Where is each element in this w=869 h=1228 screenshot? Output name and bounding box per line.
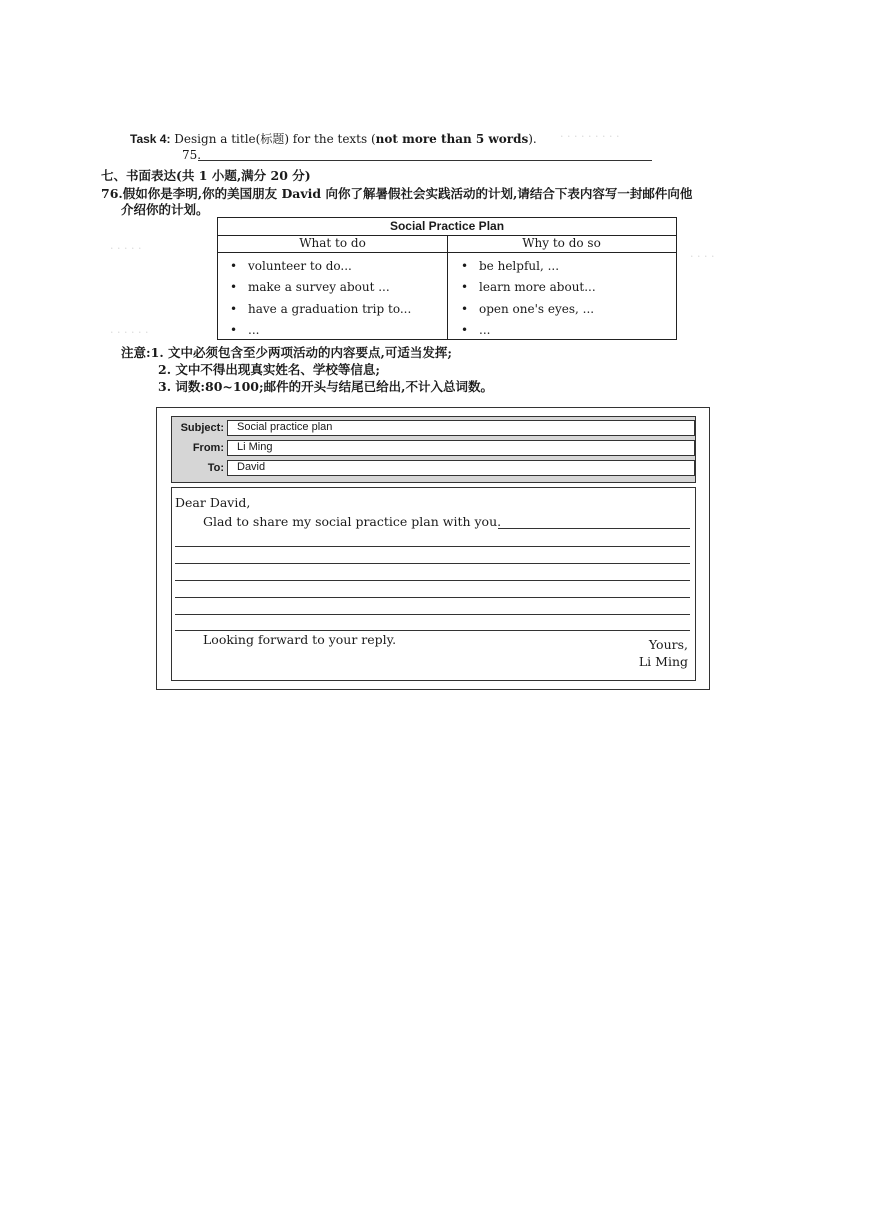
bleed-through-text: · · · · · · · · ·: [560, 130, 620, 143]
writing-line[interactable]: [175, 580, 690, 581]
plan-why-item: • open one's eyes, ...: [461, 302, 595, 316]
task4-text-end: ).: [528, 132, 537, 146]
to-field[interactable]: David: [227, 460, 695, 476]
email-opening-sentence: Glad to share my social practice plan with you.: [203, 514, 502, 529]
email-header: [171, 416, 696, 483]
task4-text: Design a title(标题) for the texts (: [174, 132, 376, 146]
email-signature: Li Ming: [638, 654, 688, 669]
bleed-through-text: · · · · · ·: [110, 326, 149, 339]
plan-why-item: • ...: [461, 323, 491, 337]
bleed-through-text: · · · ·: [690, 250, 715, 263]
plan-column-header-what: What to do: [218, 235, 448, 253]
question-76-prompt: 76.假如你是李明,你的美国朋友 David 向你了解暑假社会实践活动的计划,请结合下表内容写一封邮件向他: [101, 186, 693, 201]
section-7-title: 七、书面表达(共 1 小题,满分 20 分): [101, 168, 311, 183]
task4-instruction: [130, 130, 537, 147]
plan-column-divider: [447, 252, 448, 339]
plan-why-item: • learn more about...: [461, 280, 596, 294]
notes-prefix: 注意:: [121, 345, 151, 360]
note-item: 3. 词数:80~100;邮件的开头与结尾已给出,不计入总词数。: [158, 379, 493, 394]
plan-why-item: • be helpful, ...: [461, 259, 560, 273]
plan-what-item: • have a graduation trip to...: [230, 302, 412, 316]
bleed-through-text: · · · · ·: [110, 242, 142, 255]
email-answer-box: [156, 407, 710, 690]
writing-line[interactable]: [175, 614, 690, 615]
writing-line[interactable]: [175, 630, 690, 631]
plan-column-header-why: Why to do so: [447, 235, 676, 253]
plan-what-item: • volunteer to do...: [230, 259, 352, 273]
writing-line[interactable]: [498, 528, 690, 529]
writing-line[interactable]: [175, 563, 690, 564]
plan-table-title: Social Practice Plan: [218, 218, 676, 236]
to-label: To:: [207, 462, 224, 474]
writing-notes: [121, 344, 493, 395]
writing-line[interactable]: [175, 597, 690, 598]
task4-label: Task 4:: [130, 132, 171, 146]
subject-field[interactable]: Social practice plan: [227, 420, 695, 436]
subject-label: Subject:: [180, 422, 224, 434]
from-field[interactable]: Li Ming: [227, 440, 695, 456]
email-body: [171, 487, 696, 681]
answer-75-line[interactable]: [198, 160, 652, 161]
email-closing: Looking forward to your reply.: [203, 632, 397, 647]
social-practice-plan-table: [217, 217, 677, 340]
note-item: 1. 文中必须包含至少两项活动的内容要点,可适当发挥;: [150, 345, 452, 360]
email-greeting: Dear David,: [175, 495, 251, 510]
note-item: 2. 文中不得出现真实姓名、学校等信息;: [158, 362, 381, 377]
from-label: From:: [192, 442, 224, 454]
task4-constraint: not more than 5 words: [375, 132, 529, 146]
plan-what-item: • ...: [230, 323, 260, 337]
question-75-number: 75.: [182, 148, 202, 162]
question-76-prompt-cont: 介绍你的计划。: [121, 202, 209, 217]
writing-line[interactable]: [175, 546, 690, 547]
email-sign-off: Yours,: [648, 637, 688, 652]
plan-what-item: • make a survey about ...: [230, 280, 390, 294]
